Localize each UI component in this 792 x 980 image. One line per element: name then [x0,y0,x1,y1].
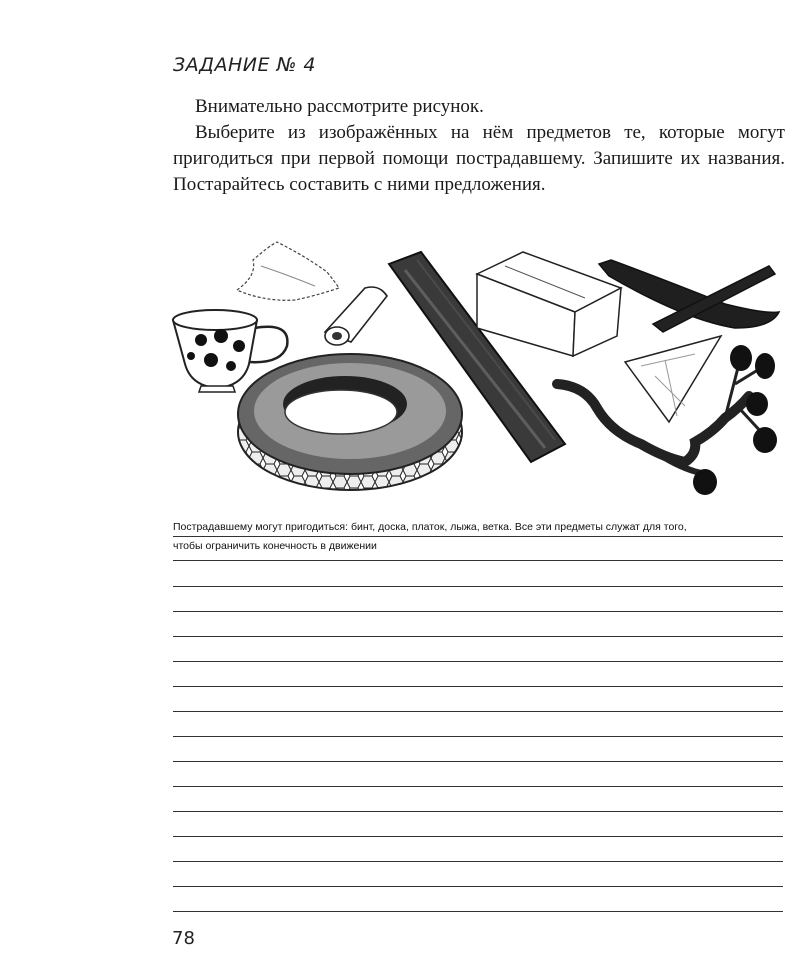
handkerchief-drawing [237,242,339,300]
answer-line [173,886,783,887]
box-drawing [477,252,621,356]
tire-drawing [238,354,462,490]
answer-line [173,911,783,912]
triangular-scarf-drawing [625,336,721,422]
answer-line [173,586,783,587]
ski-drawing [599,260,779,332]
answer-line [173,560,783,561]
answer-line [173,611,783,612]
answer-line-1-text: Пострадавшему могут пригодиться: бинт, доска, платок, лыжа, ветка. Все эти предметы служат для того, [173,521,687,533]
answer-line [173,836,783,837]
first-aid-items-picture [165,236,790,506]
instructions [173,94,785,198]
answer-line [173,761,783,762]
instruction-paragraph-1: Внимательно рассмотрите рисунок. [195,96,484,117]
answer-line [173,786,783,787]
answer-line [173,811,783,812]
task-title: ЗАДАНИЕ № 4 [173,54,316,76]
answer-line [173,861,783,862]
instruction-paragraph-2: Выберите из изображённых на нём предметов те, которые могут пригодиться при первой помощи пострадавшему. Запишите их названия. Постарайтесь составить с ними предложения. [173,122,785,195]
answer-line [173,536,783,537]
answer-line [173,661,783,662]
answer-line [173,736,783,737]
answer-line [173,636,783,637]
answer-line-2-text: чтобы ограничить конечность в движении [173,540,377,552]
page-number: 78 [172,928,195,949]
answer-line [173,686,783,687]
answer-line [173,711,783,712]
bandage-drawing [325,287,387,345]
